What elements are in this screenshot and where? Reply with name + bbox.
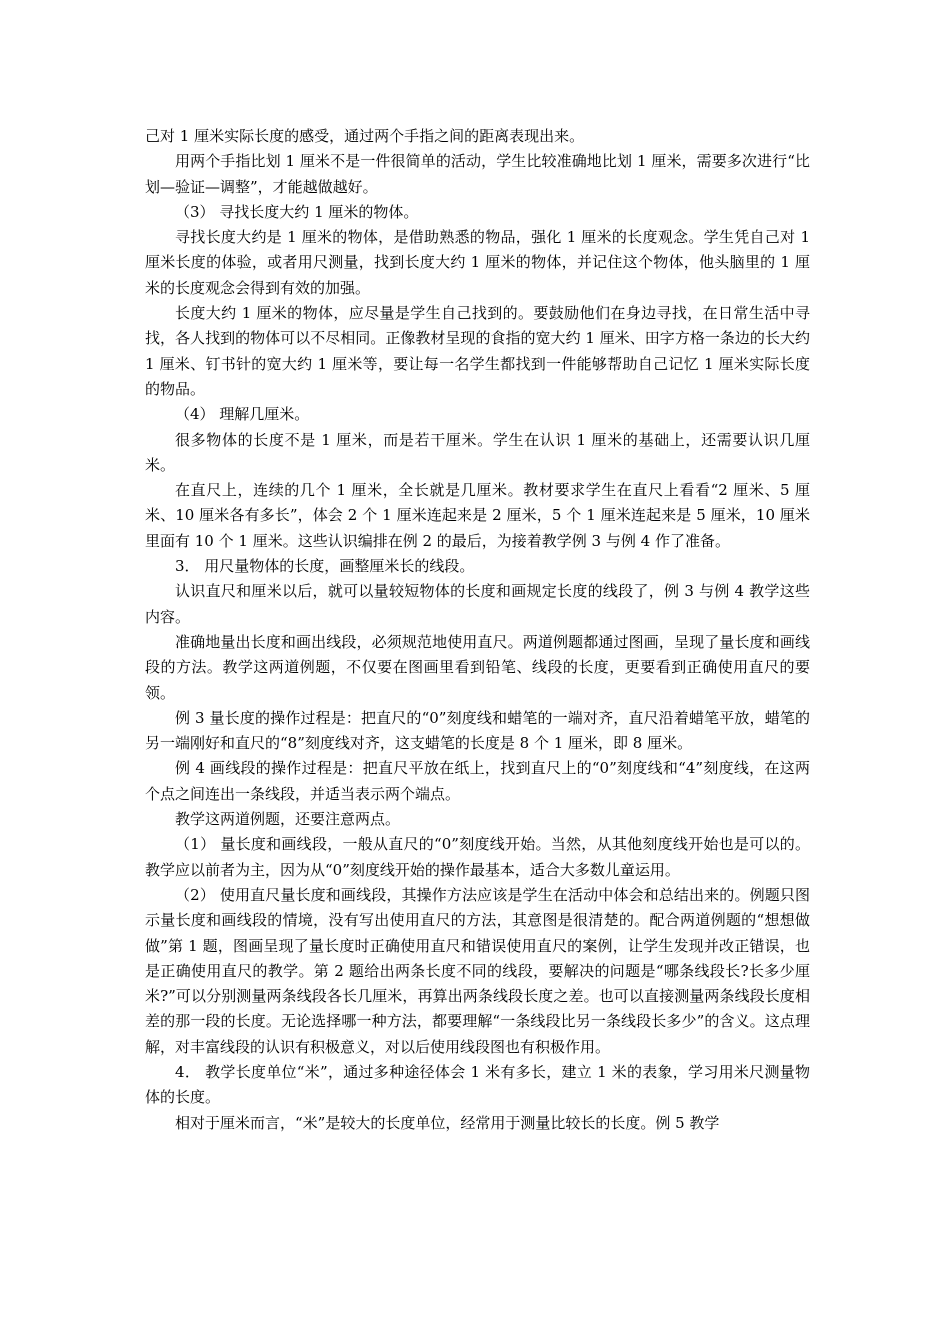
subheading: （3） 寻找长度大约 1 厘米的物体。 <box>175 202 419 221</box>
paragraph: 很多物体的长度不是 1 厘米，而是若干厘米。学生在认识 1 厘米的基础上，还需要认识几厘米。 <box>145 430 810 474</box>
subheading: （4） 理解几厘米。 <box>175 405 310 424</box>
paragraph: 在直尺上，连续的几个 1 厘米，全长就是几厘米。教材要求学生在直尺上看看“2 厘米、5 厘米、10 厘米各有多长”，体会 2 个 1 厘米连起来是 2 厘米，5 个 1 厘米连起来是 5 厘米，10 厘米里面有 10 个 1 厘米。这些认识编排在例 2 的最后，为接着教学例 3 与例 4 作了准备。 <box>145 481 810 550</box>
paragraph: 教学这两道例题，还要注意两点。 <box>175 810 401 829</box>
document-body <box>145 124 810 1136</box>
paragraph: 例 3 量长度的操作过程是：把直尺的“0”刻度线和蜡笔的一端对齐，直尺沿着蜡笔平放，蜡笔的另一端刚好和直尺的“8”刻度线对齐，这支蜡笔的长度是 8 个 1 厘米，即 8 厘米。 <box>145 708 810 753</box>
paragraph: （1） 量长度和画线段，一般从直尺的“0”刻度线开始。当然，从其他刻度线开始也是可以的。教学应以前者为主，因为从“0”刻度线开始的操作最基本，适合大多数儿童运用。 <box>145 835 810 879</box>
paragraph: 长度大约 1 厘米的物体，应尽量是学生自己找到的。要鼓励他们在身边寻找，在日常生活中寻找，各人找到的物体可以不尽相同。正像教材呈现的食指的宽大约 1 厘米、田字方格一条边的长大约 1 厘米、钉书针的宽大约 1 厘米等，要让每一名学生都找到一件能够帮助自己记忆 1 厘米实际长度的物品。 <box>145 304 810 398</box>
paragraph: 例 4 画线段的操作过程是：把直尺平放在纸上，找到直尺上的“0”刻度线和“4”刻度线，在这两个点之间连出一条线段，并适当表示两个端点。 <box>145 759 810 803</box>
paragraph: （2） 使用直尺量长度和画线段，其操作方法应该是学生在活动中体会和总结出来的。例题只图示量长度和画线段的情境，没有写出使用直尺的方法，其意图是很清楚的。配合两道例题的“想想做做”第 1 题，图画呈现了量长度时正确使用直尺和错误使用直尺的案例，让学生发现并改正错误，也是正确使用直尺的教学。第 2 题给出两条长度不同的线段，要解决的问题是“哪条线段长?长多少厘米?”可以分别测量两条线段各长几厘米，再算出两条线段长度之差。也可以直接测量两条线段长度相差的那一段的长度。无论选择哪一种方法，都要理解“一条线段比另一条线段长多少”的含义。这点理解，对丰富线段的认识有积极意义，对以后使用线段图也有积极作用。 <box>145 885 810 1056</box>
paragraph: 准确地量出长度和画出线段，必须规范地使用直尺。两道例题都通过图画，呈现了量长度和画线段的方法。教学这两道例题，不仅要在图画里看到铅笔、线段的长度，更要看到正确使用直尺的要领。 <box>145 632 810 702</box>
paragraph: 己对 1 厘米实际长度的感受，通过两个手指之间的距离表现出来。 <box>145 127 585 145</box>
section-heading: 4． 教学长度单位“米”，通过多种途径体会 1 米有多长，建立 1 米的表象，学习用米尺测量物体的长度。 <box>145 1062 810 1107</box>
paragraph: 相对于厘米而言，“米”是较大的长度单位，经常用于测量比较长的长度。例 5 教学 <box>175 1113 720 1132</box>
paragraph: 认识直尺和厘米以后，就可以量较短物体的长度和画规定长度的线段了，例 3 与例 4 教学这些内容。 <box>145 582 810 626</box>
paragraph: 用两个手指比划 1 厘米不是一件很简单的活动，学生比较准确地比划 1 厘米，需要多次进行“比划—验证—调整”，才能越做越好。 <box>145 152 810 196</box>
paragraph: 寻找长度大约是 1 厘米的物体，是借助熟悉的物品，强化 1 厘米的长度观念。学生凭自己对 1 厘米长度的体验，或者用尺测量，找到长度大约 1 厘米的物体，并记住这个物体，他头脑里的 1 厘米的长度观念会得到有效的加强。 <box>145 228 810 297</box>
section-heading: 3． 用尺量物体的长度，画整厘米长的线段。 <box>175 557 475 576</box>
